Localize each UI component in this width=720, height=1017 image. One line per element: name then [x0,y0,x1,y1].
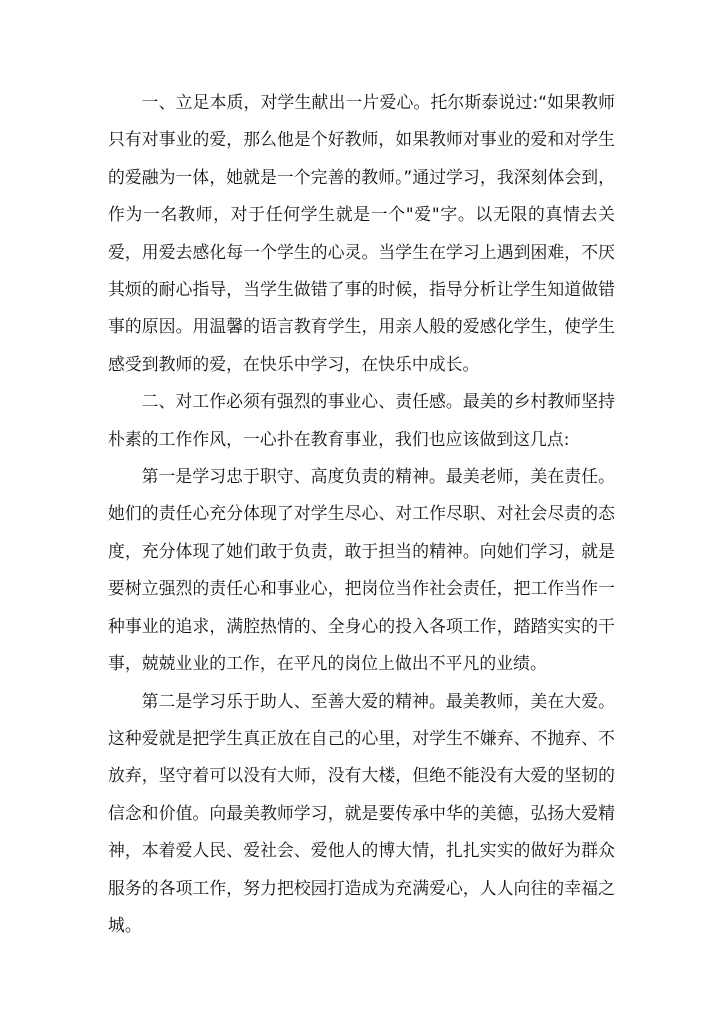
paragraph-great-love-spirit: 第二是学习乐于助人、至善大爱的精神。最美教师，美在大爱。这种爱就是把学生真正放在自己的心里，对学生不嫌弃、不抛弃、不放弃，坚守着可以没有大师，没有大楼，但绝不能没有大爱的坚韧的信念和价值。向最美教师学习，就是要传承中华的美德，弘扬大爱精神，本着爱人民、爱社会、爱他人的博大情，扎扎实实的做好为群众服务的各项工作，努力把校园打造成为充满爱心，人人向往的幸福之城。 [108,690,615,935]
document-body [108,84,615,944]
paragraph-responsibility-spirit: 第一是学习忠于职守、高度负责的精神。最美老师，美在责任。她们的责任心充分体现了对学生尽心、对工作尽职、对社会尽责的态度，充分体现了她们敢于负责，敢于担当的精神。向她们学习，就是要树立强烈的责任心和事业心，把岗位当作社会责任，把工作当作一种事业的追求，满腔热情的、全身心的投入各项工作，踏踏实实的干事，兢兢业业的工作，在平凡的岗位上做出不平凡的业绩。 [108,466,615,674]
paragraph-dedication-to-work: 二、对工作必须有强烈的事业心、责任感。最美的乡村教师坚持朴素的工作作风，一心扑在教育事业，我们也应该做到这几点: [108,391,615,449]
paragraph-care-for-students: 一、立足本质，对学生献出一片爱心。托尔斯泰说过:“如果教师只有对事业的爱，那么他是个好教师，如果教师对事业的爱和对学生的爱融为一体，她就是一个完善的教师。”通过学习，我深刻体会到，作为一名教师，对于任何学生就是一个"爱"字。以无限的真情去关爱，用爱去感化每一个学生的心灵。当学生在学习上遇到困难，不厌其烦的耐心指导，当学生做错了事的时候，指导分析让学生知道做错事的原因。用温馨的语言教育学生，用亲人般的爱感化学生，使学生感受到教师的爱，在快乐中学习，在快乐中成长。 [108,92,615,374]
